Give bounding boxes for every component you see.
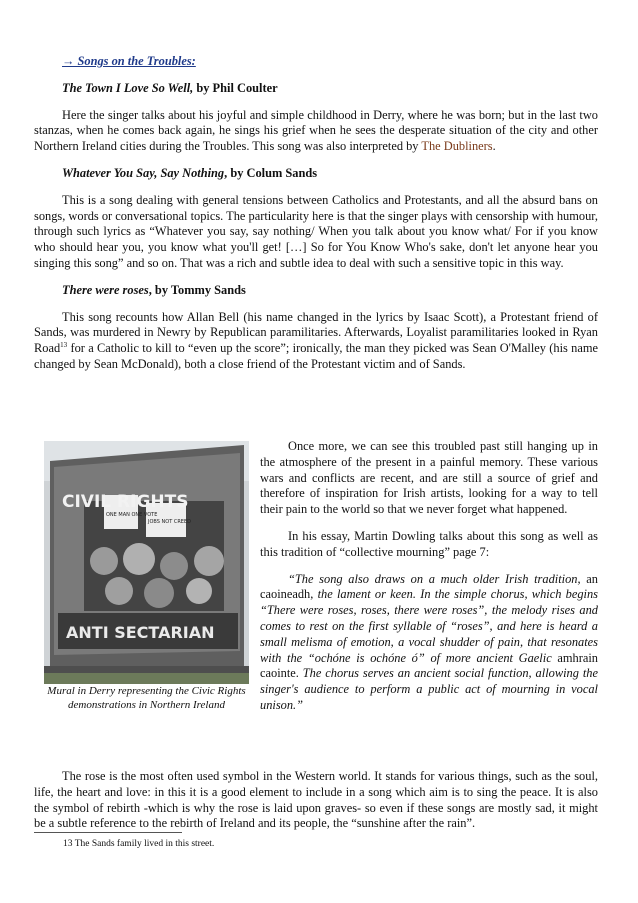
song2-paragraph: This is a song dealing with general tensions between Catholics and Protestants, and all the absurd bans on songs, words or conversational topics. The particularity here is that the singer plays with censorship with humour, through such lyrics as “Whatever you say, say nothing/ When you talk about you know what/ For if you know who should hear you, you know what you'll get! […] So for You Know Who's sake, don't let anyone hear you singing this song” and so on. That was a rich and subtle idea to deal with such a sensitive topic in this way. — [34, 192, 598, 270]
song2-title: Whatever You Say, Say Nothing — [62, 165, 225, 180]
main-text — [34, 54, 598, 373]
right-column — [260, 439, 598, 714]
dubliners-link[interactable]: The Dubliners — [421, 139, 493, 154]
mural-civil-text: CIVIL RIGHTS — [62, 492, 189, 512]
mural-bottom-text: ANTI SECTARIAN — [66, 623, 215, 642]
dowling-quote: “The song also draws on a much older Irish tradition, an caoineadh, the lament or keen. In the simple chorus, which begins “There were roses, roses, there were roses”, the melody rises and comes to rest on the first syllable of “roses”, and here is heard a small melisma of emotion, a vocal shudder of pain, that resonates with the “ochóne is ochóne ó” of more ancient Gaelic amhrain caointe. The chorus serves an ancient social function, allowing the singer's audience to perform a public act of mourning in vocal unison.” — [260, 571, 598, 712]
song3-heading: There were roses, by Tommy Sands — [62, 282, 246, 297]
right-paragraph-1: Once more, we can see this troubled past still hanging up in the atmosphere of the present in a painful memory. These various wars and conflicts are recent, and are still a source of grief and therefore of inspiration for Irish artists, looking for a way to tell their pain to the world so that we never forget what happened. — [260, 439, 598, 517]
two-column-section — [34, 439, 598, 729]
song1-title: The Town I Love So Well, — [62, 80, 194, 95]
song3-paragraph: This song recounts how Allan Bell (his name changed in the lyrics by Isaac Scott), a Protestant friend of Sands, was murdered in Newry by Republican paramilitaries. Afterwards, Loyalist paramilitaries looked in Ryan Road$^{13}$ for a Catholic to kill to “even up the score”; ironically, the man they picked was Sean O'Malley (his name changed by Sean McDonald), both a close friend of the Protestant victim and of Sands. — [34, 309, 598, 371]
mural-sign2-text: JOBS NOT CREED — [148, 519, 191, 525]
song2-heading: Whatever You Say, Say Nothing, by Colum Sands — [62, 165, 318, 180]
right-paragraph-2: In his essay, Martin Dowling talks about this song as well as this tradition of “collective mourning” page 7: — [260, 528, 598, 559]
footnote: 13 The Sands family lived in this street. — [63, 839, 215, 849]
song1-paragraph: Here the singer talks about his joyful and simple childhood in Derry, where he was born; but in the last two stanzas, when he comes back again, he sings his grief when he sees the desperate situation of the city and other Northern Ireland cities during the Troubles. This song was also interpreted by The Dubliners. — [34, 107, 598, 154]
mural-photo — [44, 441, 249, 684]
rose-paragraph: The rose is the most often used symbol in the Western world. It stands for various things, such as the soul, life, the heart and love: in this it is a good element to include in a song which aim is to sing the peace. It is also the symbol of rebirth -which is why the rose is laid upon graves- so even if these songs are mostly sad, it might be a subtle reference to the rebirth of Ireland and its people, the “sunshine after the rain”. — [34, 769, 598, 831]
footnote-divider — [34, 832, 182, 833]
song3-title: There were roses — [62, 282, 149, 297]
figure-caption: Mural in Derry representing the Civic Rights demonstrations in Northern Ireland — [47, 685, 246, 711]
footnote-ref[interactable]: 13 — [60, 341, 68, 350]
section-heading: → Songs on the Troubles: — [62, 54, 196, 68]
bottom-text — [34, 769, 598, 832]
mural-sign1-text: ONE MAN ONE VOTE — [106, 512, 158, 518]
song1-heading: The Town I Love So Well, by Phil Coulter — [62, 80, 278, 95]
